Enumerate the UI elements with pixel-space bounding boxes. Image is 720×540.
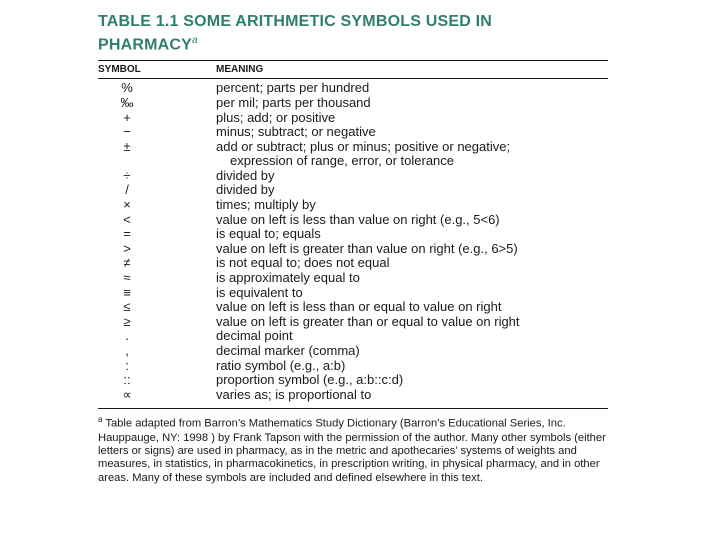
table-row (98, 286, 608, 301)
table-title (98, 12, 608, 54)
meaning-cell: value on left is less than or equal to value on right (216, 299, 502, 315)
meaning-cell: is approximately equal to (216, 270, 360, 286)
footnote-marker: a (98, 415, 103, 425)
symbol-cell: ≥ (123, 313, 131, 329)
table-row (98, 140, 608, 155)
symbol-cell (98, 154, 216, 169)
symbol-cell: × (123, 197, 131, 213)
symbol-cell: + (123, 109, 131, 125)
symbol-cell: ≡ (123, 284, 131, 300)
table-row (98, 344, 608, 359)
table-row (98, 183, 608, 198)
table-row (98, 125, 608, 140)
meaning-cell: value on left is greater than value on right (e.g., 6>5) (216, 240, 518, 256)
table-row (98, 256, 608, 271)
table-row (98, 329, 608, 344)
meaning-cell: divided by (216, 167, 275, 183)
table-row (98, 96, 608, 111)
symbol-cell: ÷ (123, 167, 131, 183)
table-row (98, 242, 608, 257)
meaning-cell: plus; add; or positive (216, 109, 336, 125)
symbol-cell: , (125, 343, 129, 359)
table-row (98, 359, 608, 374)
symbol-cell: ≠ (123, 255, 131, 271)
meaning-cell: minus; subtract; or negative (216, 124, 376, 140)
symbol-cell: − (123, 124, 131, 140)
meaning-cell: proportion symbol (e.g., a:b::c:d) (216, 372, 404, 388)
symbol-cell: : (125, 357, 129, 373)
meaning-cell: divided by (216, 182, 275, 198)
meaning-cell: add or subtract; plus or minus; positive or negative; (216, 138, 511, 154)
meaning-cell: times; multiply by (216, 197, 316, 213)
symbol-cell: / (125, 182, 129, 198)
symbol-cell: > (123, 240, 131, 256)
symbol-cell: ∝ (122, 386, 132, 402)
table-body (98, 79, 608, 402)
symbol-cell: < (123, 211, 131, 227)
meaning-cell: value on left is greater than or equal to value on right (216, 313, 520, 329)
table-row (98, 213, 608, 228)
table-row (98, 271, 608, 286)
title-line-2: PHARMACY (98, 36, 193, 54)
meaning-cell: is equivalent to (216, 284, 303, 300)
footnote-text: Table adapted from Barron’s Mathematics Study Dictionary (Barron’s Educational Series, Inc. Hauppauge, NY: 1998 ) by Frank Tapson with the permission of the author. Many other symbols (either letters or signs) are used in pharmacy, as in the metric and apothecaries’ systems of weights and measures, in statistics, in pharmacokinetics, in prescription writing, in physical pharmacy, and in other areas. Many of these symbols are included and defined elsewhere in this text. (98, 418, 606, 484)
header-meaning: MEANING (216, 64, 264, 76)
meaning-cell: value on left is less than value on right (e.g., 5<6) (216, 211, 500, 227)
meaning-cell: percent; parts per hundred (216, 80, 370, 96)
meaning-cell: is equal to; equals (216, 226, 321, 242)
table-document (98, 12, 608, 485)
table-row (98, 300, 608, 315)
symbol-cell: % (121, 80, 133, 96)
meaning-cell: ratio symbol (e.g., a:b) (216, 357, 346, 373)
meaning-cell: per mil; parts per thousand (216, 94, 371, 110)
title-footnote-marker: a (192, 35, 198, 46)
symbol-cell: :: (123, 372, 131, 388)
title-line-1: TABLE 1.1 SOME ARITHMETIC SYMBOLS USED IN (98, 13, 493, 30)
header-symbol: SYMBOL (98, 64, 141, 76)
symbol-cell: ± (123, 138, 131, 154)
table-row (98, 154, 608, 169)
meaning-cell: is not equal to; does not equal (216, 255, 390, 271)
symbol-cell: ≤ (123, 299, 131, 315)
table-header (98, 61, 608, 78)
table-row (98, 315, 608, 330)
table-row (98, 388, 608, 403)
table-row (98, 198, 608, 213)
symbol-cell: ‰ (120, 94, 134, 110)
meaning-cell: decimal point (216, 328, 293, 344)
table-row (98, 227, 608, 242)
table-row (98, 111, 608, 126)
symbol-cell: ≈ (123, 270, 131, 286)
meaning-cell: decimal marker (comma) (216, 343, 360, 359)
symbol-cell: = (123, 226, 131, 242)
meaning-cell: expression of range, error, or tolerance (230, 153, 455, 169)
table-row (98, 169, 608, 184)
footnote (98, 413, 608, 485)
symbol-cell: . (125, 328, 129, 344)
meaning-cell: varies as; is proportional to (216, 386, 372, 402)
table-row (98, 373, 608, 388)
table-row (98, 81, 608, 96)
bottom-rule (98, 408, 608, 409)
